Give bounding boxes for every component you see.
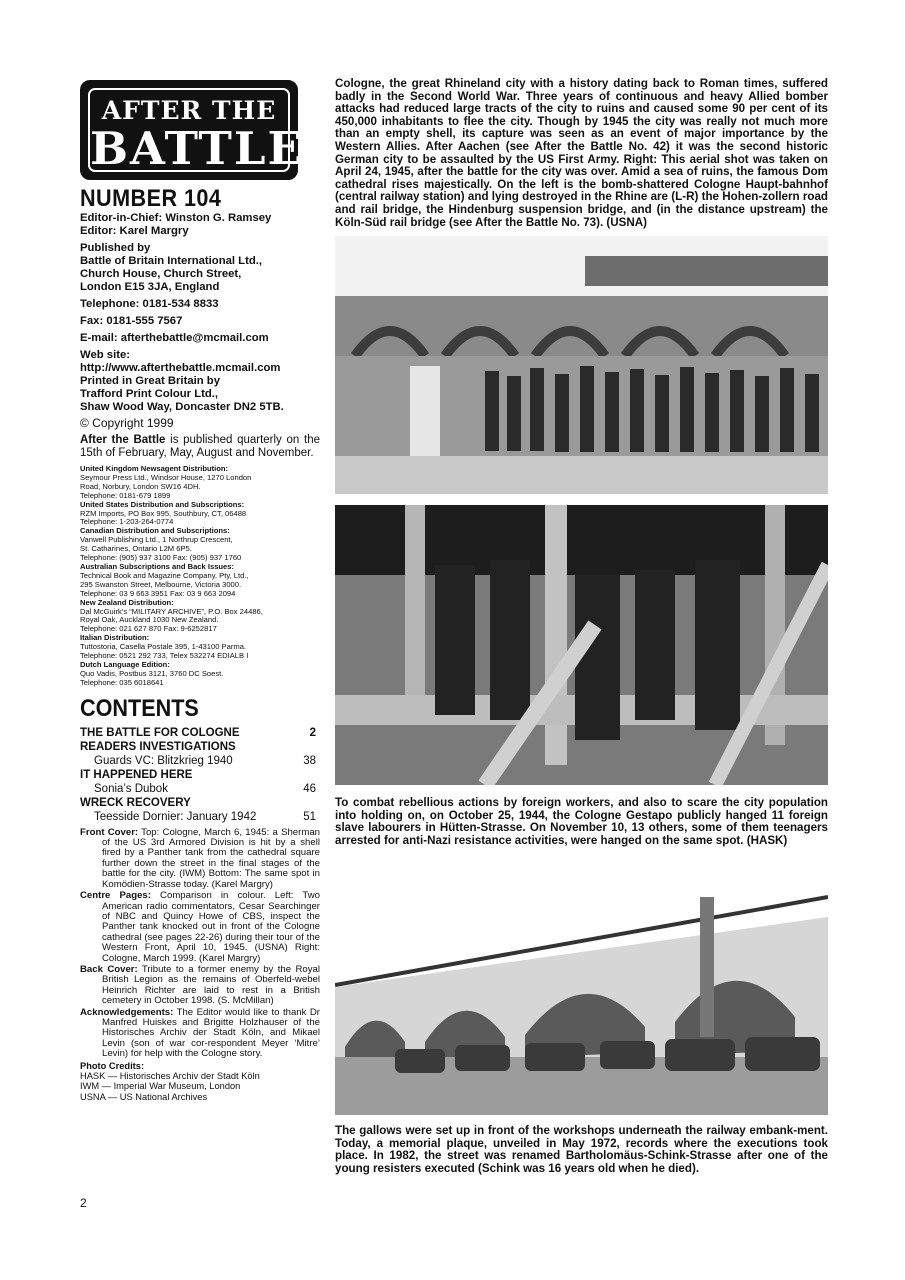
note-label: Front Cover: bbox=[80, 826, 139, 838]
back-cover-note bbox=[80, 965, 320, 1007]
note-text: The Editor would like to thank Dr Manfred Huiskes and Brigitte Holzhauser of the Historisches Archiv der Stadt Köln, and Mikael Levin (son of war cor-respondent Meyer ‘Mitre’ Levin) for help with the Cologne story. bbox=[102, 1006, 320, 1060]
caption-middle: To combat rebellious actions by foreign workers, and also to scare the city population into holding on, on October 25, 1944, the Cologne Gestapo publicly hanged 11 foreign slave labourers in Hütten-Strasse. On November 10, 13 others, some of them teenagers arrested for anti-Nazi resistance activities, were hanged on the same spot. (HASK) bbox=[335, 796, 828, 847]
note-label: Centre Pages: bbox=[80, 890, 151, 902]
note-text: Tribute to a former enemy by the Royal British Legion as the remains of Oberfeld-webel Heinrich Richter are laid to rest in a British cemetery in October 1998. (S. McMillan) bbox=[102, 963, 320, 1007]
distribution-body: RZM Imports, PO Box 995, Southbury, CT, 06488 Telephone: 1-203-264-0774 bbox=[80, 508, 247, 527]
printer-line: Shaw Wood Way, Doncaster DN2 5TB. bbox=[80, 401, 284, 413]
distribution-body: Tuttostoria, Casella Postale 395, 1-43100 Parma. Telephone: 0521 292 733, Telex 532274 EDIALB I bbox=[80, 642, 249, 661]
note-label: Back Cover: bbox=[80, 963, 138, 975]
publisher-line: Church House, Church Street, bbox=[80, 268, 242, 280]
toc-row[interactable] bbox=[80, 754, 316, 768]
photo-hanging-image bbox=[335, 505, 828, 785]
front-cover-note bbox=[80, 828, 320, 890]
photo-credit-line: USNA — US National Archives bbox=[80, 1091, 208, 1102]
toc-title: IT HAPPENED HERE bbox=[80, 768, 193, 781]
telephone: Telephone: 0181-534 8833 bbox=[80, 298, 219, 310]
photo-hanging bbox=[335, 505, 828, 785]
photo-crowd-at-railway bbox=[335, 236, 828, 494]
toc-row[interactable] bbox=[80, 796, 316, 810]
distribution-list bbox=[80, 465, 320, 688]
toc-page: 46 bbox=[303, 782, 316, 795]
publisher-line: Published by bbox=[80, 242, 151, 254]
distribution-heading: New Zealand Distribution: bbox=[80, 597, 174, 607]
email: E-mail: afterthebattle@mcmail.com bbox=[80, 332, 269, 344]
publication-name: After the Battle bbox=[80, 434, 166, 446]
toc-title: Guards VC: Blitzkrieg 1940 bbox=[94, 754, 233, 767]
photo-railway-today bbox=[335, 857, 828, 1115]
copyright: © Copyright 1999 bbox=[80, 416, 174, 430]
distribution-heading: Australian Subscriptions and Back Issues: bbox=[80, 561, 235, 571]
contents-title: CONTENTS bbox=[80, 694, 199, 722]
logo-line-1: AFTER THE bbox=[101, 96, 277, 125]
toc-row[interactable] bbox=[80, 810, 316, 824]
note-text: Top: Cologne, March 6, 1945: a Sherman of the US 3rd Armored Division is hit by a shell fired by a Panther tank from the cathedral square further down the street in the final stages of the battle for the city. (IWM) Bottom: The same spot in Komödien-Strasse today. (Karel Margry) bbox=[102, 826, 320, 890]
publisher-line: Battle of Britain International Ltd., bbox=[80, 255, 263, 267]
toc-page: 38 bbox=[303, 754, 316, 767]
issue-number: NUMBER 104 bbox=[80, 185, 222, 212]
toc-page: 51 bbox=[303, 810, 316, 823]
distribution-heading: United Kingdom Newsagent Distribution: bbox=[80, 464, 229, 473]
distribution-body: Dal McGuirk’s “MILITARY ARCHIVE”, P.O. Box 24486, Royal Oak, Auckland 1030 New Zealand. Telephone: 021 627 870 Fax: 9-6252817 bbox=[80, 606, 263, 634]
toc-row[interactable] bbox=[80, 768, 316, 782]
toc-title: Sonia’s Dubok bbox=[94, 782, 168, 795]
editor: Editor: Karel Margry bbox=[80, 225, 189, 237]
note-text: Comparison in colour. Left: Two American radio commentators, Cesar Searchinger of NBC and Quincy Howe of CBS, inspect the Panther tank knocked out in front of the Cologne cathedral (see pages 22-26) during their tour of the Western Front, April 10, 1945. (USNA) Right: Cologne, March 1999. (Karel Margry) bbox=[102, 890, 320, 964]
publication-note bbox=[80, 434, 320, 460]
caption-bottom: The gallows were set up in front of the workshops underneath the railway embank-ment. Today, a memorial plaque, unveiled in May 1972, records where the executions took place. In 1982, the street was renamed Bartholomäus-Schink-Strasse after one of the young resisters executed (Schink was 16 years old when he died). bbox=[335, 1124, 828, 1175]
photo-credit-line: HASK — Historisches Archiv der Stadt Köln bbox=[80, 1071, 260, 1081]
distribution-heading: Italian Distribution: bbox=[80, 633, 150, 643]
left-column bbox=[80, 80, 320, 1102]
page-number: 2 bbox=[80, 1196, 87, 1210]
printer-line: Trafford Print Colour Ltd., bbox=[80, 388, 219, 400]
distribution-heading: United States Distribution and Subscriptions: bbox=[80, 499, 245, 509]
acknowledgements-note bbox=[80, 1008, 320, 1060]
publisher-line: London E15 3JA, England bbox=[80, 281, 220, 293]
caption-top: Cologne, the great Rhineland city with a history dating back to Roman times, suffered badly in the Second World War. Three years of continuous and heavy Allied bomber attacks had reduced large tracts of the city to ruins and caused some 90 per cent of its 450,000 inhabitants to flee the city. Though by 1945 the city was really not much more than an empty shell, its capture was seen as an event of major importance by the Western Allies. After Aachen (see After the Battle No. 42) it was the second historic German city to be assaulted by the US First Army. Right: This aerial shot was taken on April 24, 1945, after the battle for the city was over. Amid a sea of ruins, the famous Dom cathedral rises majestically. On the left is the bomb-shattered Cologne Haupt-bahnhof (central railway station) and lying destroyed in the Rhine are (L-R) the Hohen-zollern road and rail bridge, the Hindenburg suspension bridge, and (in the distance upstream) the Köln-Süd rail bridge (see After the Battle No. 73). (USNA) bbox=[335, 77, 828, 229]
after-the-battle-logo bbox=[80, 80, 304, 180]
website-label: Web site: bbox=[80, 349, 131, 361]
toc-row[interactable] bbox=[80, 726, 316, 740]
distribution-body: Vanwell Publishing Ltd., 1 Northrup Crescent, St. Catharines, Ontario L2M 6P5. Telephone: (905) 937 3100 Fax: (905) 937 1760 bbox=[80, 535, 242, 563]
centre-pages-note bbox=[80, 891, 320, 964]
distribution-body: Technical Book and Magazine Company, Pty, Ltd., 295 Swanston Street, Melbourne, Victoria 3000. Telephone: 03 9 663 3951 Fax: 03 9 663 2094 bbox=[80, 570, 249, 598]
toc-row[interactable] bbox=[80, 782, 316, 796]
distribution-heading: Dutch Language Edition: bbox=[80, 659, 170, 669]
toc-page: 2 bbox=[309, 726, 316, 739]
photo-credits bbox=[80, 1061, 320, 1103]
photo-credits-heading: Photo Credits: bbox=[80, 1060, 145, 1071]
toc-title: THE BATTLE FOR COLOGNE bbox=[80, 726, 240, 739]
logo-line-2: BATTLE bbox=[90, 122, 304, 175]
contents-list bbox=[80, 726, 320, 824]
distribution-heading: Canadian Distribution and Subscriptions: bbox=[80, 526, 230, 536]
distribution-body: Seymour Press Ltd., Windsor House, 1270 London Road, Norbury, London SW16 4DH. Telephone: 0181-679 1899 bbox=[80, 472, 252, 500]
fax: Fax: 0181-555 7567 bbox=[80, 315, 183, 327]
photo-crowd-image bbox=[335, 236, 828, 494]
toc-title: WRECK RECOVERY bbox=[80, 796, 191, 809]
cover-notes bbox=[80, 828, 320, 1060]
toc-title: Teesside Dornier: January 1942 bbox=[94, 810, 257, 823]
masthead bbox=[80, 212, 320, 430]
toc-title: READERS INVESTIGATIONS bbox=[80, 740, 236, 753]
photo-railway-today-image bbox=[335, 857, 828, 1115]
toc-row[interactable] bbox=[80, 740, 316, 754]
photo-credit-line: IWM — Imperial War Museum, London bbox=[80, 1081, 241, 1092]
editor-in-chief: Editor-in-Chief: Winston G. Ramsey bbox=[80, 212, 272, 224]
website-url: http://www.afterthebattle.mcmail.com bbox=[80, 362, 281, 374]
printer-line: Printed in Great Britain by bbox=[80, 375, 220, 387]
publication-schedule: is published quarterly on the 15th of February, May, August and November. bbox=[80, 434, 320, 459]
distribution-body: Quo Vadis, Postbus 3121, 3760 DC Soest. Telephone: 035 6018641 bbox=[80, 668, 224, 687]
note-label: Acknowledgements: bbox=[80, 1006, 174, 1018]
